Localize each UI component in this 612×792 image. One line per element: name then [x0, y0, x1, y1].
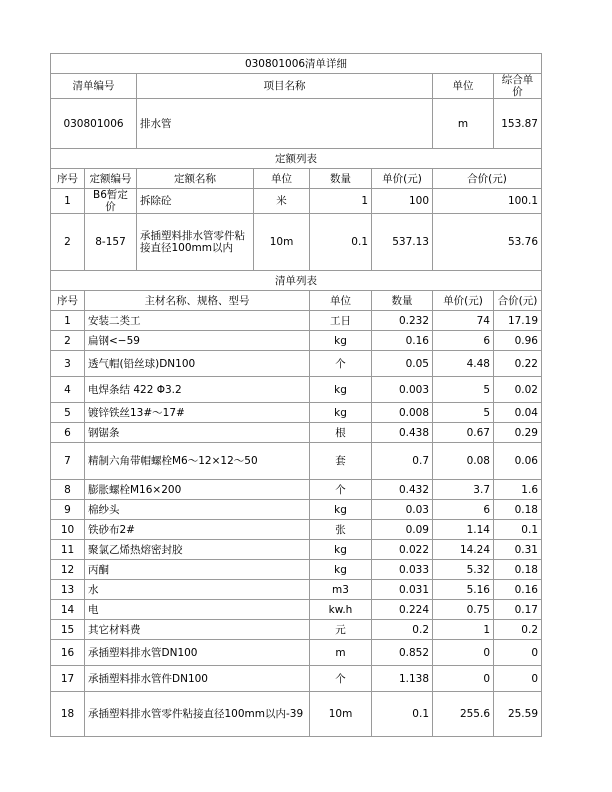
material-unit: 张 — [310, 520, 372, 540]
material-no: 8 — [51, 480, 85, 500]
material-unit: kg — [310, 403, 372, 423]
quota-unit: 10m — [254, 214, 310, 271]
material-name: 膨胀螺栓M16×200 — [85, 480, 310, 500]
material-qty: 0.432 — [372, 480, 433, 500]
material-price: 5.32 — [433, 560, 494, 580]
material-price: 4.48 — [433, 351, 494, 377]
material-name: 透气帽(铅丝球)DN100 — [85, 351, 310, 377]
materials-col-total: 合价(元) — [494, 291, 542, 311]
material-no: 7 — [51, 443, 85, 480]
material-unit: kg — [310, 560, 372, 580]
material-total: 0.29 — [494, 423, 542, 443]
material-unit: 套 — [310, 443, 372, 480]
material-price: 0.67 — [433, 423, 494, 443]
material-unit: 个 — [310, 351, 372, 377]
material-qty: 0.16 — [372, 331, 433, 351]
materials-col-price: 单价(元) — [433, 291, 494, 311]
material-no: 2 — [51, 331, 85, 351]
material-price: 0.08 — [433, 443, 494, 480]
material-name: 棉纱头 — [85, 500, 310, 520]
table-row — [51, 520, 542, 540]
materials-col-unit: 单位 — [310, 291, 372, 311]
material-qty: 0.224 — [372, 600, 433, 620]
material-unit: m3 — [310, 580, 372, 600]
material-total: 0.2 — [494, 620, 542, 640]
material-price: 5.16 — [433, 580, 494, 600]
material-unit: kw.h — [310, 600, 372, 620]
quota-col-code: 定额编号 — [85, 169, 137, 189]
material-unit: 工日 — [310, 311, 372, 331]
materials-section-row — [51, 271, 542, 291]
unit-label: 单位 — [433, 74, 494, 99]
material-unit: m — [310, 640, 372, 666]
material-rows — [51, 311, 542, 737]
material-name: 承插塑料排水管件DN100 — [85, 666, 310, 692]
quota-col-name: 定额名称 — [137, 169, 254, 189]
table-row — [51, 311, 542, 331]
materials-col-qty: 数量 — [372, 291, 433, 311]
material-price: 6 — [433, 331, 494, 351]
table-row — [51, 580, 542, 600]
material-total: 0.18 — [494, 560, 542, 580]
material-total: 1.6 — [494, 480, 542, 500]
bill-name: 排水管 — [137, 99, 433, 149]
material-no: 17 — [51, 666, 85, 692]
table-row — [51, 403, 542, 423]
materials-header-row — [51, 291, 542, 311]
material-price: 0.75 — [433, 600, 494, 620]
material-name: 扁钢<−59 — [85, 331, 310, 351]
bill-code: 030801006 — [51, 99, 137, 149]
quota-no: 2 — [51, 214, 85, 271]
bill-unit: m — [433, 99, 494, 149]
quota-section-row — [51, 149, 542, 169]
table-row — [51, 540, 542, 560]
material-qty: 0.031 — [372, 580, 433, 600]
material-total: 0.04 — [494, 403, 542, 423]
material-price: 3.7 — [433, 480, 494, 500]
material-no: 12 — [51, 560, 85, 580]
table-row — [51, 377, 542, 403]
materials-col-name: 主材名称、规格、型号 — [85, 291, 310, 311]
material-total: 0.22 — [494, 351, 542, 377]
table-row — [51, 331, 542, 351]
material-unit: kg — [310, 331, 372, 351]
code-label: 清单编号 — [51, 74, 137, 99]
table-row — [51, 443, 542, 480]
material-price: 1 — [433, 620, 494, 640]
material-unit: 10m — [310, 692, 372, 737]
material-price: 5 — [433, 377, 494, 403]
quota-unit: 米 — [254, 189, 310, 214]
material-no: 18 — [51, 692, 85, 737]
table-row — [51, 692, 542, 737]
material-qty: 0.2 — [372, 620, 433, 640]
material-qty: 0.003 — [372, 377, 433, 403]
quota-qty: 1 — [310, 189, 372, 214]
title-row — [51, 54, 542, 74]
table-row — [51, 600, 542, 620]
quota-col-no: 序号 — [51, 169, 85, 189]
material-name: 其它材料费 — [85, 620, 310, 640]
table-row — [51, 666, 542, 692]
material-qty: 0.008 — [372, 403, 433, 423]
material-name: 电焊条结 422 Φ3.2 — [85, 377, 310, 403]
bill-detail-table — [50, 53, 542, 737]
material-price: 0 — [433, 666, 494, 692]
quota-code: 8-157 — [85, 214, 137, 271]
table-row — [51, 640, 542, 666]
material-no: 14 — [51, 600, 85, 620]
material-price: 14.24 — [433, 540, 494, 560]
material-name: 安装二类工 — [85, 311, 310, 331]
material-name: 铁砂布2# — [85, 520, 310, 540]
material-no: 15 — [51, 620, 85, 640]
material-total: 17.19 — [494, 311, 542, 331]
material-unit: 个 — [310, 480, 372, 500]
table-row — [51, 423, 542, 443]
material-total: 0.1 — [494, 520, 542, 540]
material-qty: 0.438 — [372, 423, 433, 443]
header-value-row — [51, 99, 542, 149]
material-no: 3 — [51, 351, 85, 377]
material-qty: 1.138 — [372, 666, 433, 692]
material-total: 0.96 — [494, 331, 542, 351]
quota-col-total: 合价(元) — [433, 169, 542, 189]
material-total: 0 — [494, 666, 542, 692]
material-total: 0 — [494, 640, 542, 666]
header-label-row — [51, 74, 542, 99]
quota-section-title: 定额列表 — [51, 149, 542, 169]
quota-header-row — [51, 169, 542, 189]
material-no: 6 — [51, 423, 85, 443]
material-no: 4 — [51, 377, 85, 403]
material-no: 13 — [51, 580, 85, 600]
material-name: 钢锯条 — [85, 423, 310, 443]
material-name: 电 — [85, 600, 310, 620]
material-unit: 个 — [310, 666, 372, 692]
quota-row — [51, 189, 542, 214]
material-price: 255.6 — [433, 692, 494, 737]
material-qty: 0.7 — [372, 443, 433, 480]
material-total: 0.18 — [494, 500, 542, 520]
bill-price: 153.87 — [494, 99, 542, 149]
quota-code: B6暂定价 — [85, 189, 137, 214]
material-qty: 0.033 — [372, 560, 433, 580]
material-name: 承插塑料排水管DN100 — [85, 640, 310, 666]
name-label: 项目名称 — [137, 74, 433, 99]
material-price: 5 — [433, 403, 494, 423]
material-qty: 0.1 — [372, 692, 433, 737]
material-name: 水 — [85, 580, 310, 600]
material-no: 10 — [51, 520, 85, 540]
material-price: 6 — [433, 500, 494, 520]
quota-row — [51, 214, 542, 271]
material-qty: 0.09 — [372, 520, 433, 540]
material-name: 精制六角带帽螺栓M6～12×12～50 — [85, 443, 310, 480]
material-name: 承插塑料排水管零件粘接直径100mm以内-39 — [85, 692, 310, 737]
material-qty: 0.232 — [372, 311, 433, 331]
material-price: 74 — [433, 311, 494, 331]
material-name: 聚氯乙烯热熔密封胶 — [85, 540, 310, 560]
quota-price: 100 — [372, 189, 433, 214]
material-unit: kg — [310, 377, 372, 403]
material-qty: 0.03 — [372, 500, 433, 520]
material-total: 0.17 — [494, 600, 542, 620]
table-row — [51, 500, 542, 520]
table-row — [51, 560, 542, 580]
quota-no: 1 — [51, 189, 85, 214]
material-price: 0 — [433, 640, 494, 666]
material-qty: 0.852 — [372, 640, 433, 666]
quota-col-unit: 单位 — [254, 169, 310, 189]
material-price: 1.14 — [433, 520, 494, 540]
materials-section-title: 清单列表 — [51, 271, 542, 291]
table-row — [51, 620, 542, 640]
material-no: 16 — [51, 640, 85, 666]
material-total: 0.02 — [494, 377, 542, 403]
quota-name: 拆除砼 — [137, 189, 254, 214]
table-title: 030801006清单详细 — [51, 54, 542, 74]
material-qty: 0.022 — [372, 540, 433, 560]
table-row — [51, 351, 542, 377]
price-label: 综合单价 — [494, 74, 542, 99]
material-no: 5 — [51, 403, 85, 423]
material-total: 0.06 — [494, 443, 542, 480]
material-unit: kg — [310, 540, 372, 560]
quota-price: 537.13 — [372, 214, 433, 271]
material-total: 0.31 — [494, 540, 542, 560]
table-row — [51, 480, 542, 500]
quota-total: 53.76 — [433, 214, 542, 271]
material-unit: 元 — [310, 620, 372, 640]
material-no: 11 — [51, 540, 85, 560]
material-total: 25.59 — [494, 692, 542, 737]
material-unit: 根 — [310, 423, 372, 443]
quota-qty: 0.1 — [310, 214, 372, 271]
material-name: 镀锌铁丝13#～17# — [85, 403, 310, 423]
material-total: 0.16 — [494, 580, 542, 600]
material-name: 丙酮 — [85, 560, 310, 580]
material-unit: kg — [310, 500, 372, 520]
material-qty: 0.05 — [372, 351, 433, 377]
material-no: 1 — [51, 311, 85, 331]
quota-total: 100.1 — [433, 189, 542, 214]
material-no: 9 — [51, 500, 85, 520]
materials-col-no: 序号 — [51, 291, 85, 311]
quota-col-qty: 数量 — [310, 169, 372, 189]
quota-col-price: 单价(元) — [372, 169, 433, 189]
quota-name: 承插塑料排水管零件粘接直径100mm以内 — [137, 214, 254, 271]
